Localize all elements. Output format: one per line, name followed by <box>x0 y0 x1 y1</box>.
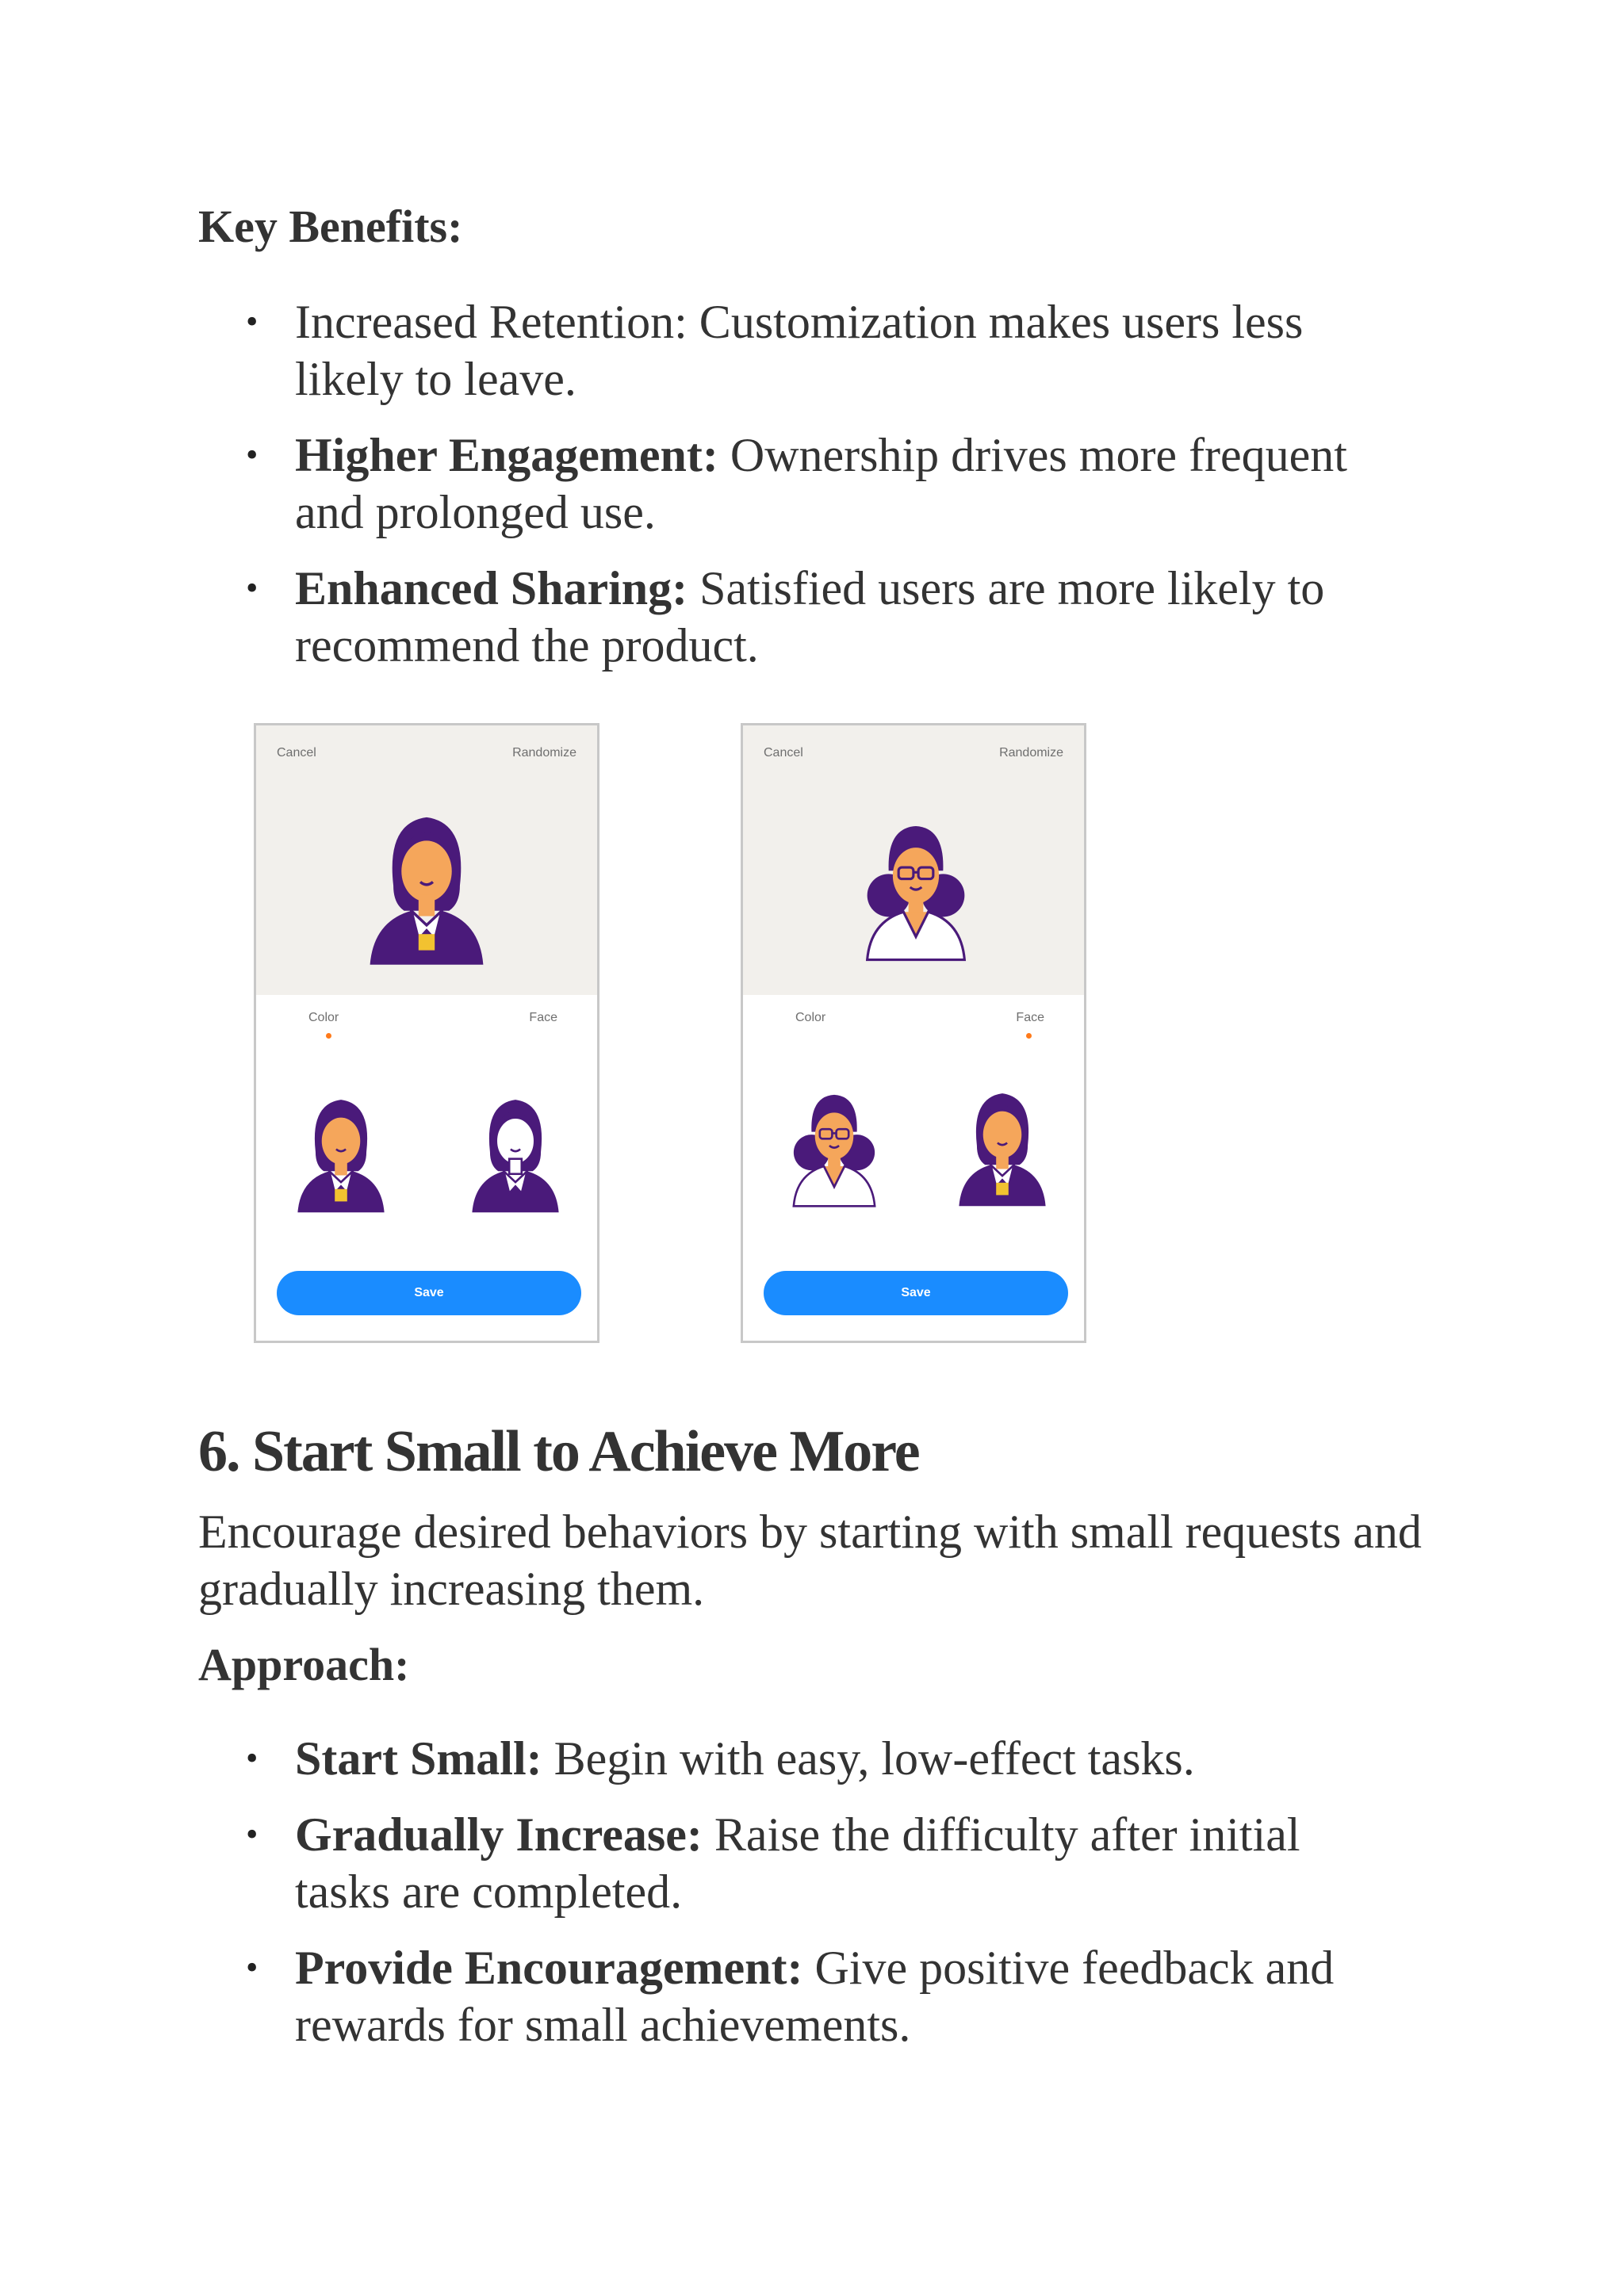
list-item-bold: Provide Encouragement: <box>295 1942 803 1994</box>
save-button[interactable]: Save <box>764 1271 1068 1315</box>
tab-color[interactable]: Color <box>795 1011 826 1024</box>
bullet-icon: • <box>246 1815 259 1854</box>
avatar-editor-mockup-2 <box>741 723 1086 1343</box>
section-intro <box>198 1503 1546 1617</box>
list-item-text: Increased Retention: Customization makes users less <box>295 296 1304 348</box>
list-item <box>198 293 1467 408</box>
bullet-icon: • <box>246 302 259 341</box>
avatar-preview <box>359 805 494 966</box>
list-item-bold: Higher Engagement: <box>295 429 718 481</box>
section-title: 6. Start Small to Achieve More <box>198 1419 919 1484</box>
list-item <box>198 560 1467 674</box>
list-item <box>198 1806 1467 1920</box>
key-benefits-list <box>198 293 1467 674</box>
list-item-text: likely to leave. <box>295 353 576 405</box>
avatar-editor-mockup-1 <box>254 723 599 1343</box>
key-benefits-heading: Key Benefits: <box>198 201 463 252</box>
bullet-icon: • <box>246 1948 259 1987</box>
avatar-preview <box>854 813 978 962</box>
bullet-icon: • <box>246 1739 259 1777</box>
list-item-text: Raise the difficulty after initial <box>702 1808 1300 1861</box>
randomize-button[interactable]: Randomize <box>512 746 576 760</box>
avatar-option[interactable] <box>464 1090 567 1214</box>
active-tab-indicator <box>1026 1033 1032 1039</box>
tab-color[interactable]: Color <box>308 1011 339 1024</box>
bullet-icon: • <box>246 568 259 607</box>
list-item-text: tasks are completed. <box>295 1866 683 1918</box>
approach-heading: Approach: <box>198 1639 410 1690</box>
avatar-option[interactable] <box>951 1084 1054 1207</box>
intro-text: gradually increasing them. <box>198 1563 705 1615</box>
active-tab-indicator <box>326 1033 331 1039</box>
intro-text: Encourage desired behaviors by starting with small requests and <box>198 1506 1422 1558</box>
avatar-option[interactable] <box>289 1090 393 1214</box>
list-item-text: Begin with easy, low-effect tasks. <box>542 1732 1195 1785</box>
avatar-option[interactable] <box>783 1084 886 1207</box>
list-item <box>198 427 1467 541</box>
cancel-button[interactable]: Cancel <box>764 746 803 760</box>
bullet-icon: • <box>246 435 259 474</box>
list-item-text: recommend the product. <box>295 619 759 672</box>
approach-list <box>198 1730 1467 2053</box>
list-item-bold: Start Small: <box>295 1732 542 1785</box>
list-item-bold: Enhanced Sharing: <box>295 562 688 614</box>
save-button[interactable]: Save <box>277 1271 581 1315</box>
cancel-button[interactable]: Cancel <box>277 746 316 760</box>
list-item-text: rewards for small achievements. <box>295 1999 911 2051</box>
list-item <box>198 1730 1467 1787</box>
tab-face[interactable]: Face <box>529 1011 557 1024</box>
list-item-text: Give positive feedback and <box>802 1942 1335 1994</box>
list-item <box>198 1939 1467 2053</box>
list-item-bold: Gradually Increase: <box>295 1808 703 1861</box>
randomize-button[interactable]: Randomize <box>999 746 1063 760</box>
list-item-text: Ownership drives more frequent <box>718 429 1347 481</box>
list-item-text: and prolonged use. <box>295 486 656 538</box>
tab-face[interactable]: Face <box>1016 1011 1044 1024</box>
list-item-text: Satisfied users are more likely to <box>688 562 1325 614</box>
